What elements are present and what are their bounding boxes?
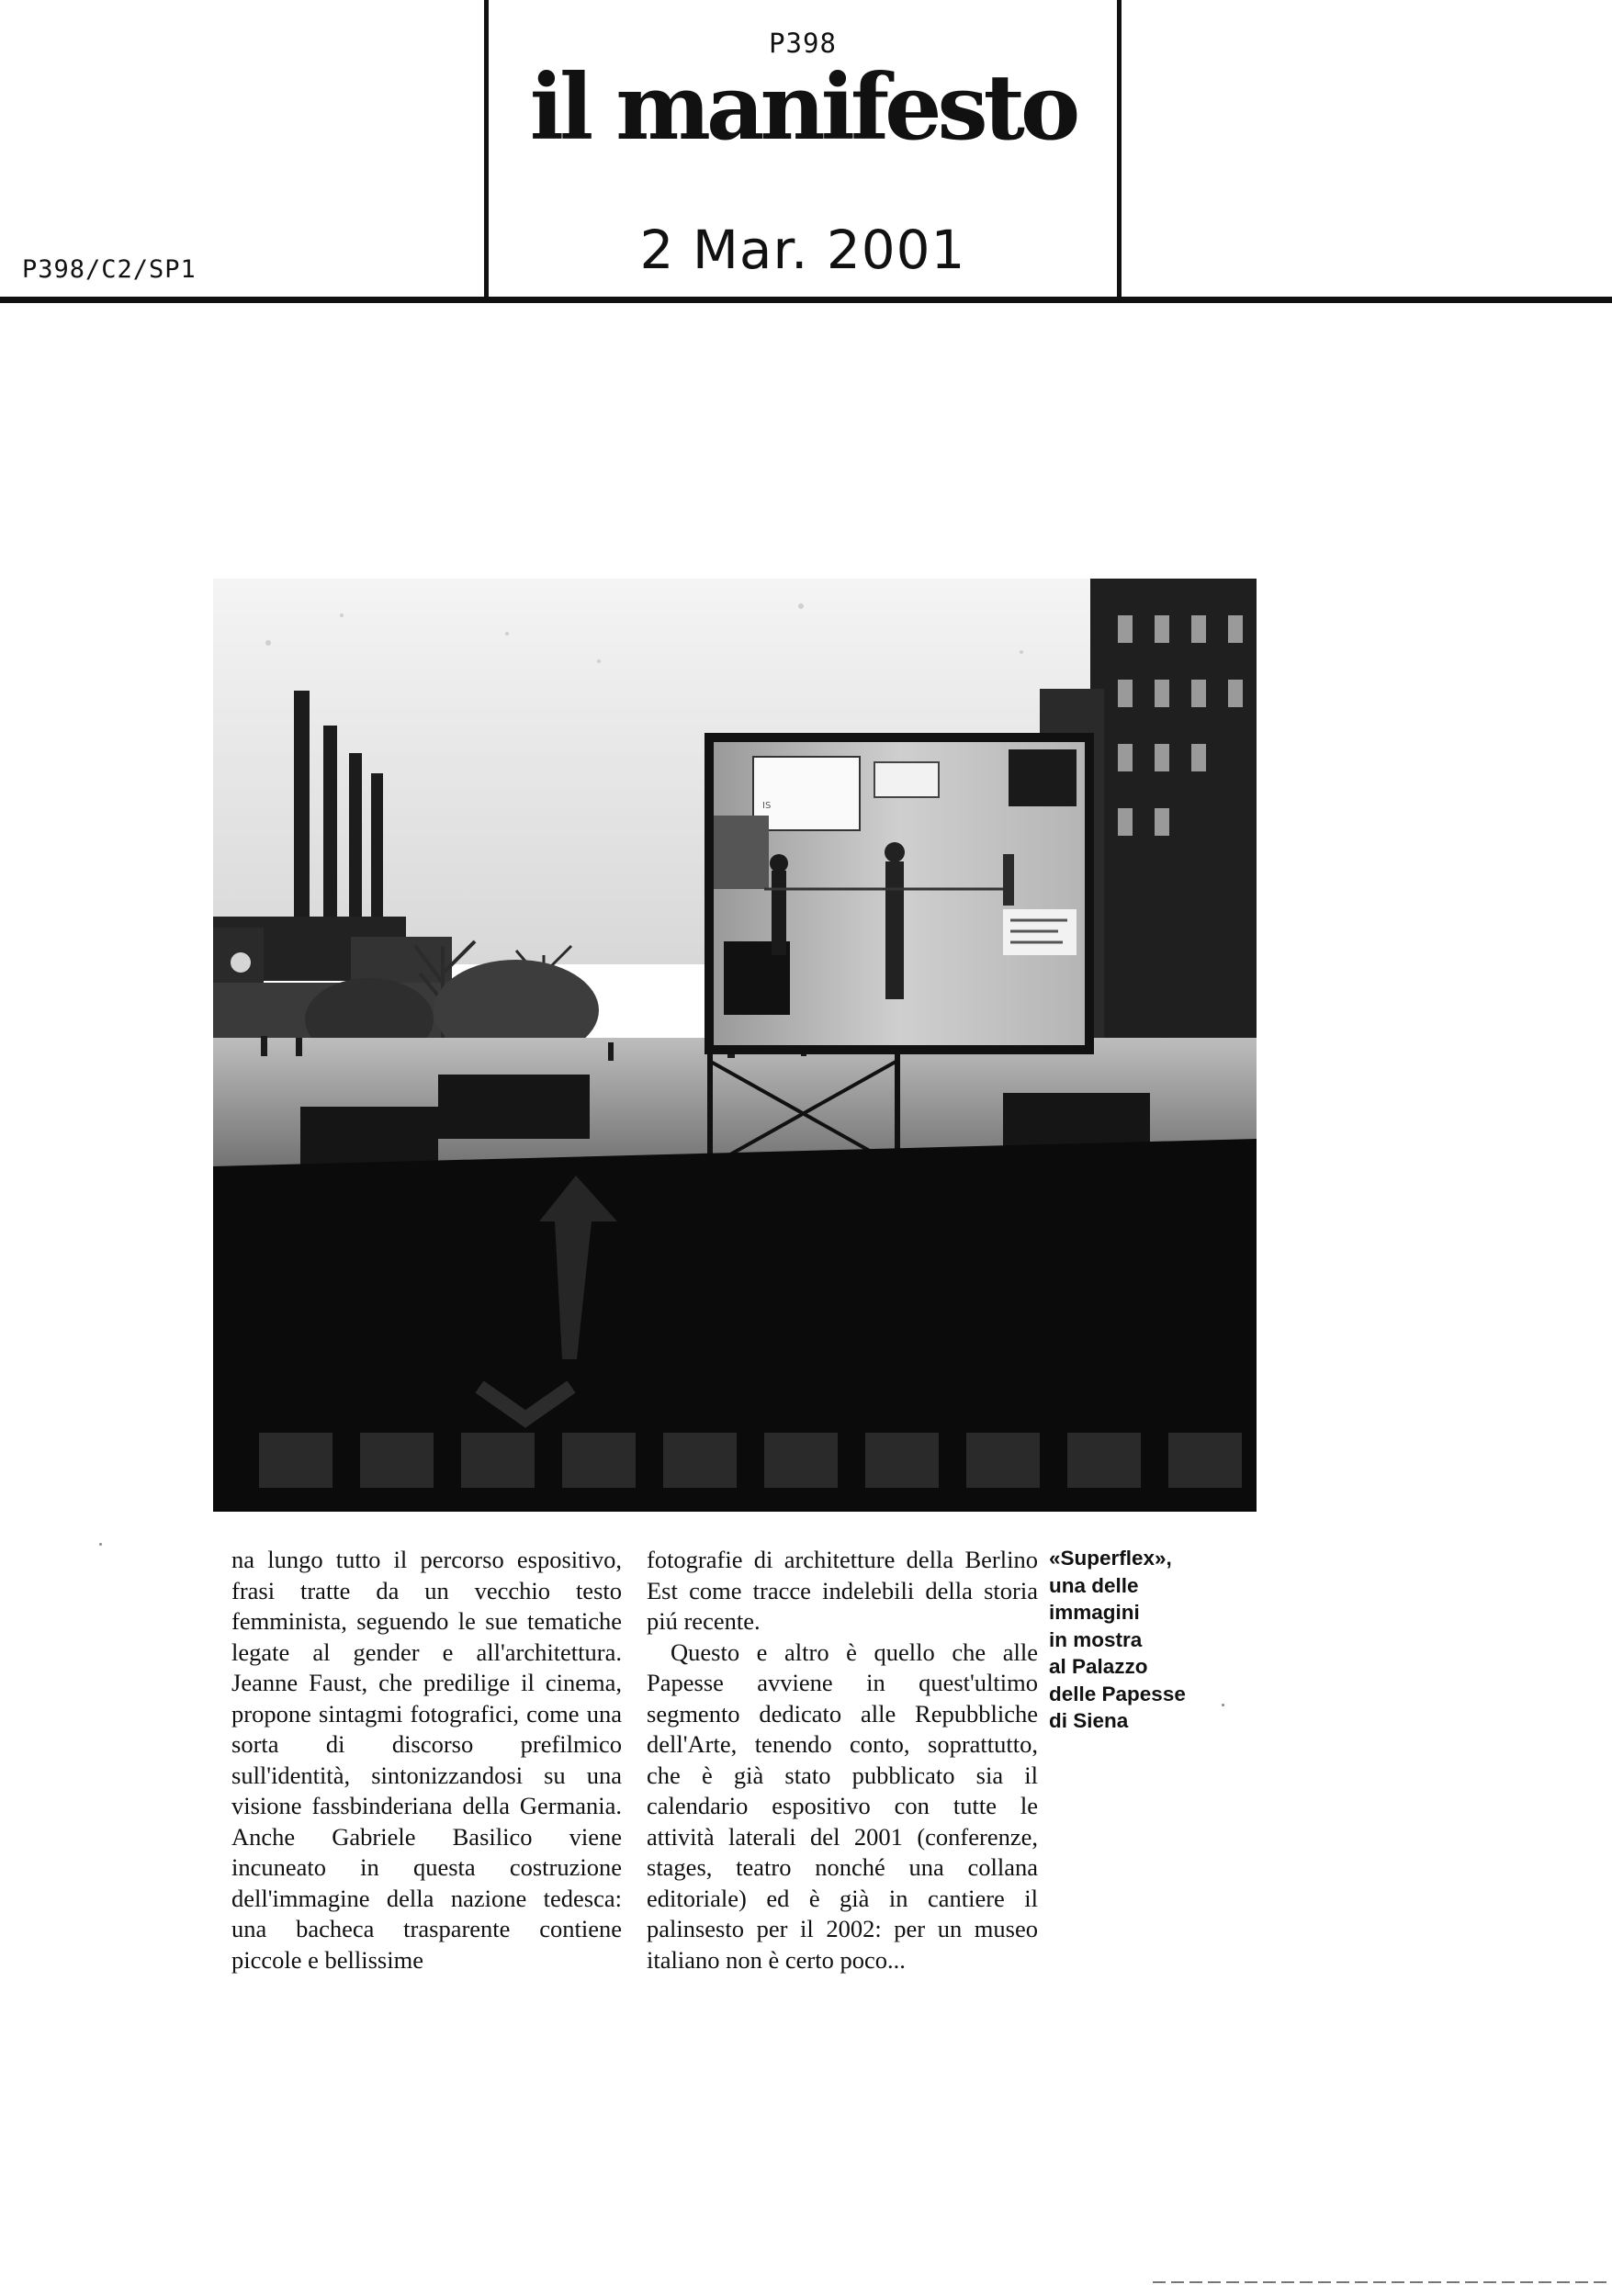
billboard-letters: IS	[762, 801, 772, 811]
column-1-text: na lungo tutto il percorso espositivo, frasi tratte da un vecchio testo femminista, seguendo le sue tematiche legate al gender e all'architettura. Jeanne Faust, che predilige il cinema, propone sintagmi fotografici, come una sorta di discorso prefilmico sull'identità, sintonizzandosi su una visione fassbinderiana della Germania. Anche Gabriele Basilico viene incuneato in questa costruzione dell'immagine della nazione tedesca: una bacheca trasparente contiene piccole e bellissime	[231, 1546, 622, 1974]
photo-caption	[1049, 1545, 1223, 1735]
caption-line: in mostra	[1049, 1627, 1143, 1651]
header-divider-right	[1117, 0, 1122, 299]
clipping-header	[0, 0, 1612, 303]
scan-speck	[99, 1543, 102, 1546]
archive-code-top: P398	[769, 28, 837, 59]
caption-line: immagini	[1049, 1601, 1140, 1624]
photo-scene	[213, 579, 1257, 1512]
column-2-paragraph-2: Questo e altro è quello che alle Papesse avviene in quest'ultimo segmento dedicato alle Repubbliche dell'Arte, tenendo conto, soprattutto, che è già stato pubblicato sia il calendario espositivo con tutte le attività laterali del 2001 (conferenze, stages, teatro nonché una collana editoriale) ed è già in cantiere il palinsesto per il 2002: per un museo italiano non è certo poco...	[647, 1638, 1038, 1974]
caption-line: al Palazzo	[1049, 1655, 1148, 1678]
scan-footer-dashes	[1153, 2281, 1610, 2283]
column-2-paragraph-1: fotografie di architetture della Berlino Est come tracce indelebili della storia piú recente.	[647, 1546, 1038, 1635]
scan-speck	[1222, 1704, 1224, 1706]
caption-line: di Siena	[1049, 1709, 1129, 1732]
publication-date: 2 Mar. 2001	[639, 219, 966, 281]
caption-line: «Superflex»,	[1049, 1547, 1172, 1570]
caption-line: una delle	[1049, 1573, 1139, 1597]
caption-line: delle Papesse	[1049, 1682, 1186, 1705]
header-rule	[0, 297, 1612, 303]
article-photo	[213, 579, 1257, 1512]
archive-code-left: P398/C2/SP1	[22, 255, 197, 284]
article-column-2	[647, 1545, 1038, 1975]
newspaper-masthead: il manifesto	[529, 55, 1077, 161]
article-column-1	[231, 1545, 622, 1975]
